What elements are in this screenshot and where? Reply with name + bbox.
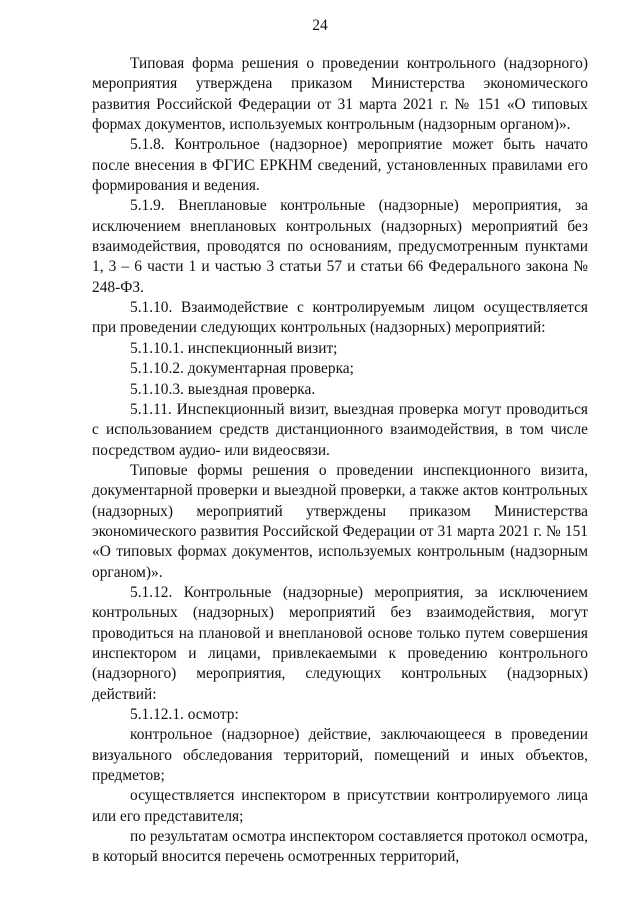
paragraph-5-1-9: 5.1.9. Внеплановые контрольные (надзорные) мероприятия, за исключением внеплановых контрольных (надзорных) мероприятий без взаимодействия, проводятся по основаниям, предусмотренным пунктами 1, 3 – 6 части 1 и частью 3 статьи 57 и статьи 66 Федерального закона № 248-ФЗ. bbox=[92, 197, 588, 296]
paragraph-5-1-12: 5.1.12. Контрольные (надзорные) мероприятия, за исключением контрольных (надзорных) мероприятий без взаимодействия, могут проводиться на плановой и внеплановой основе только путем совершения инспектором и лицами, привлекаемыми к проведению контрольного (надзорного) мероприятия, следующих контрольных (надзорных) действий: bbox=[92, 583, 588, 703]
page-number: 24 bbox=[312, 17, 328, 34]
paragraph-5-1-10-2: 5.1.10.2. документарная проверка; bbox=[130, 360, 354, 378]
paragraph-standard-forms: Типовые формы решения о проведении инспекционного визита, документарной проверки и выездной проверки, а также актов контрольных (надзорных) мероприятий утверждены приказом Министерства экономического развития Российской Федерации от 31 марта 2021 г. № 151 «О типовых формах документов, используемых контрольным (надзорным органом)». bbox=[92, 461, 588, 581]
paragraph-standard-form: Типовая форма решения о проведении контрольного (надзорного) мероприятия утверждена приказом Министерства экономического развития Российской Федерации от 31 марта 2021 г. № 151 «О типовых формах документов, используемых контрольным (надзорным органом)». bbox=[92, 55, 588, 134]
paragraph-5-1-8: 5.1.8. Контрольное (надзорное) мероприятие может быть начато после внесения в ФГИС ЕРКНМ сведений, установленных правилами его формирования и ведения. bbox=[92, 136, 588, 195]
paragraph-5-1-10-3: 5.1.10.3. выездная проверка. bbox=[130, 380, 316, 398]
paragraph-5-1-11: 5.1.11. Инспекционный визит, выездная проверка могут проводиться с использованием средств дистанционного взаимодействия, в том числе посредством аудио- или видеосвязи. bbox=[92, 400, 588, 459]
paragraph-inspection-presence: осуществляется инспектором в присутствии контролируемого лица или его представителя; bbox=[92, 787, 588, 825]
paragraph-5-1-12-1: 5.1.12.1. осмотр: bbox=[130, 706, 239, 723]
paragraph-inspection-protocol: по результатам осмотра инспектором составляется протокол осмотра, в который вносится перечень осмотренных территорий, bbox=[92, 828, 588, 866]
paragraph-5-1-10-1: 5.1.10.1. инспекционный визит; bbox=[130, 339, 338, 357]
paragraph-5-1-10: 5.1.10. Взаимодействие с контролируемым лицом осуществляется при проведении следующих контрольных (надзорных) мероприятий: bbox=[92, 299, 588, 337]
document-body bbox=[92, 54, 588, 868]
paragraph-inspection-definition: контрольное (надзорное) действие, заключающееся в проведении визуального обследования территорий, помещений и иных объектов, предметов; bbox=[92, 726, 588, 785]
